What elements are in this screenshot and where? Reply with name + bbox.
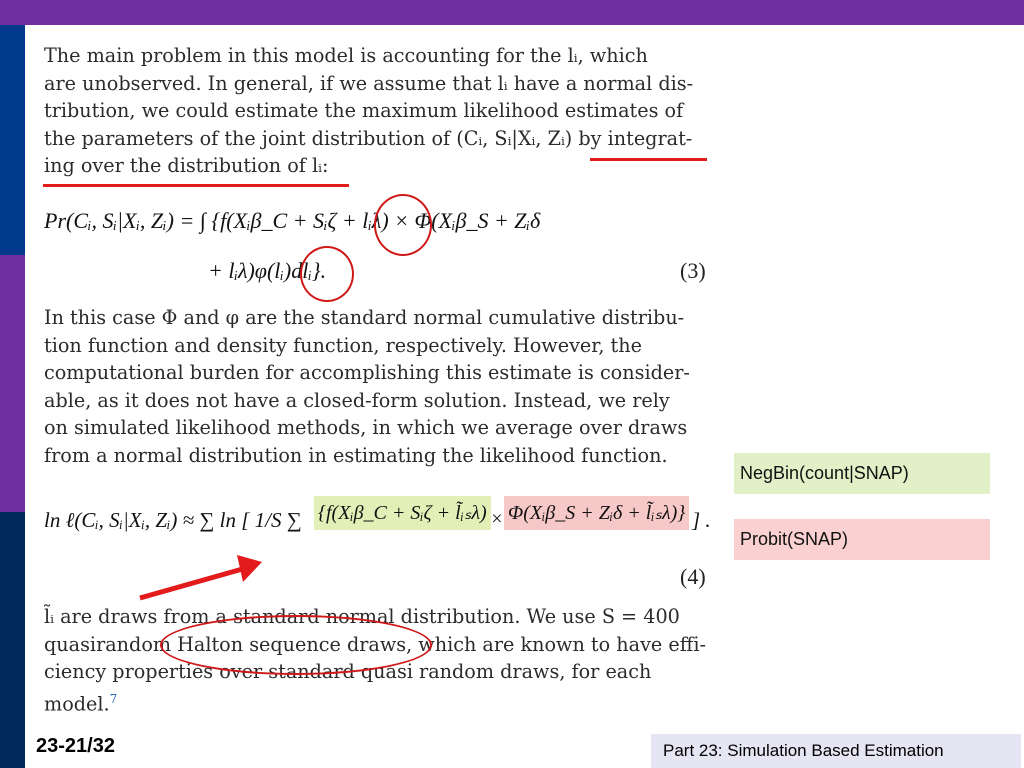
equation-4-left: ln ℓ(Cᵢ, Sᵢ|Xᵢ, Zᵢ) ≈ ∑ ln [ 1/S ∑ [44,508,302,532]
equation-4-red-term [504,500,689,525]
side-stripe-purple [0,255,25,512]
side-stripe-blue [0,25,25,255]
footer-title-text: Part 23: Simulation Based Estimation [663,741,944,760]
slide-number: 23-21/32 [36,735,115,757]
equation-4-number: (4) [680,564,706,589]
negbin-label-box [734,453,990,494]
text-line: tion function and density function, respectively. However, the [44,333,642,357]
equation-4-green-term [314,500,491,525]
text-line: model. [44,692,110,716]
underline-by-integrating [590,158,707,161]
equation-3-line-1: Pr(Cᵢ, Sᵢ|Xᵢ, Zᵢ) = ∫ {f(Xᵢβ_C + Sᵢζ + lᵢλ) × Φ(Xᵢβ_S + Zᵢδ [44,208,541,233]
equation-3-number: (3) [680,258,706,283]
text-line: ing over the distribution of lᵢ: [44,154,329,178]
text-line: tribution, we could estimate the maximum likelihood estimates of [44,99,684,123]
top-bar [0,0,1024,25]
text-line: ciency properties over standard quasi random draws, for each [44,660,652,684]
text-line: the parameters of the joint distribution of (Cᵢ, Sᵢ|Xᵢ, Zᵢ) by integrat- [44,126,693,150]
negbin-term: {f(Xᵢβ_C + Sᵢζ + l̃ᵢₛλ) [314,496,491,530]
text-line: In this case Φ and φ are the standard normal cumulative distribu- [44,306,685,329]
equation-3-line-2: + lᵢλ)φ(lᵢ)dlᵢ}. [208,258,327,283]
text-line: are unobserved. In general, if we assume that lᵢ have a normal dis- [44,71,694,95]
circle-halton [160,615,432,675]
paragraph-2 [44,304,710,470]
footnote-mark[interactable]: 7 [109,691,118,706]
probit-term: Φ(Xᵢβ_S + Zᵢδ + l̃ᵢₛλ)} [504,496,689,530]
probit-label-box [734,519,990,560]
text-line: The main problem in this model is accounting for the lᵢ, which [44,44,648,67]
side-stripe-navy [0,512,25,768]
probit-label: Probit(SNAP) [740,529,849,549]
text-line: on simulated likelihood methods, in which we average over draws [44,416,688,440]
equation-4-close: ] . [692,508,711,532]
circle-li-dli [300,246,354,302]
negbin-label: NegBin(count|SNAP) [740,463,909,483]
equation-4-times: × [490,508,504,530]
text-line: from a normal distribution in estimating the likelihood function. [44,443,668,467]
text-line: able, as it does not have a closed-form solution. Instead, we rely [44,388,670,412]
text-line: l̃ᵢ are draws from a standard normal distribution. We use S = 400 [44,605,680,628]
circle-li-lambda [374,194,432,256]
footer-title [651,734,1021,768]
underline-distribution [43,184,349,187]
text-line: computational burden for accomplishing this estimate is consider- [44,361,690,385]
text-line: quasirandom Halton sequence draws, which are known to have effi- [44,632,706,656]
paper-excerpt [28,30,725,716]
